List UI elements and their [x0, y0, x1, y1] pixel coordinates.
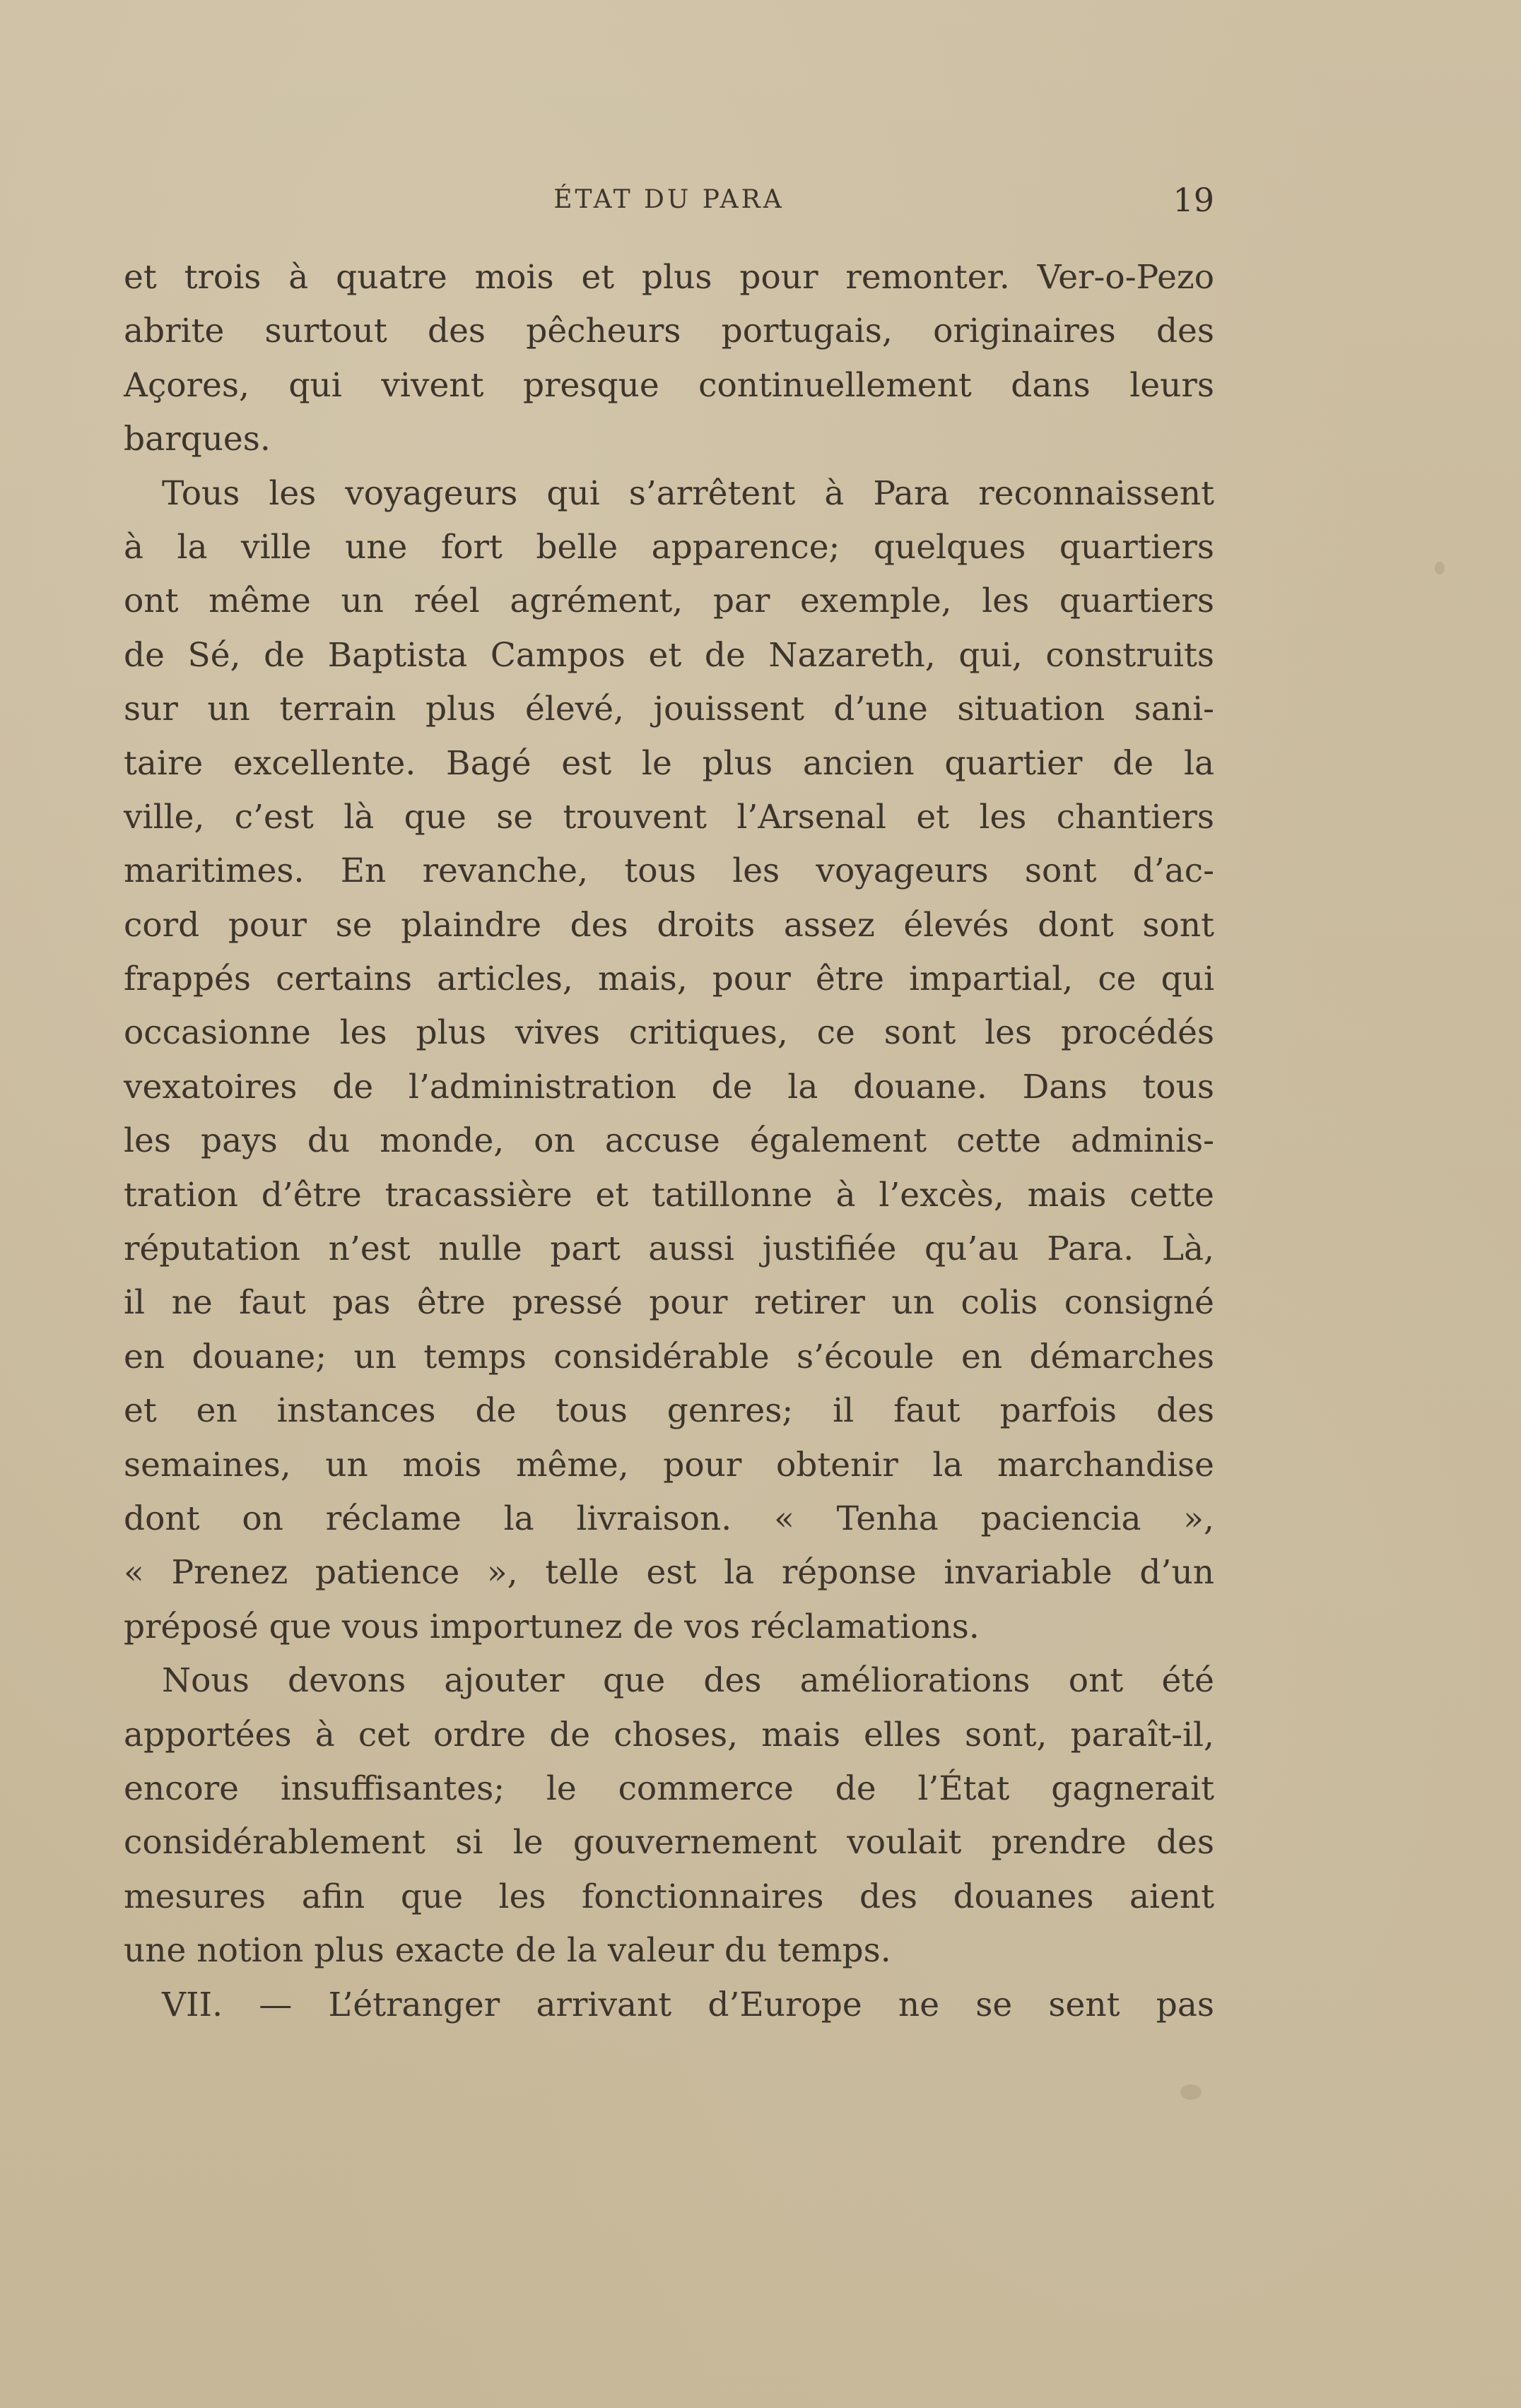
text-line: dont on réclame la livraison. « Tenha paciencia »,	[124, 1499, 1214, 1538]
text-line: cord pour se plaindre des droits assez élevés dont sont	[124, 905, 1214, 945]
text-line: « Prenez patience », telle est la réponse invariable d’un	[124, 1553, 1214, 1593]
text-line: vexatoires de l’administration de la douane. Dans tous	[124, 1067, 1214, 1106]
page-number: 19	[1173, 181, 1214, 219]
section-start-line: VII. — L’étranger arrivant d’Europe ne se sent pas	[162, 1985, 1214, 2024]
body-text	[124, 251, 1214, 2032]
text-line: mesures afin que les fonctionnaires des douanes aient	[124, 1877, 1214, 1916]
text-line: il ne faut pas être pressé pour retirer un colis consigné	[124, 1283, 1214, 1323]
running-title: ÉTAT DU PARA	[553, 185, 785, 214]
running-header	[124, 181, 1214, 220]
text-line: à la ville une fort belle apparence; quelques quartiers	[124, 527, 1214, 567]
text-line: préposé que vous importunez de vos réclamations.	[124, 1607, 980, 1646]
text-line: occasionne les plus vives critiques, ce sont les procédés	[124, 1013, 1214, 1053]
text-line: et en instances de tous genres; il faut parfois des	[124, 1391, 1214, 1431]
paper-stain	[1435, 562, 1445, 574]
text-line: Açores, qui vivent presque continuellement dans leurs	[124, 365, 1214, 405]
text-line: semaines, un mois même, pour obtenir la marchandise	[124, 1445, 1214, 1485]
text-line: tration d’être tracassière et tatillonne à l’excès, mais cette	[124, 1175, 1214, 1215]
text-line: de Sé, de Baptista Campos et de Nazareth, qui, construits	[124, 635, 1214, 675]
text-line: encore insuffisantes; le commerce de l’État gagnerait	[124, 1769, 1214, 1808]
text-line: en douane; un temps considérable s’écoule en démarches	[124, 1337, 1214, 1376]
paper-stain	[1180, 2084, 1202, 2100]
text-line: barques.	[124, 420, 271, 459]
text-line: sur un terrain plus élevé, jouissent d’une situation sani-	[124, 690, 1214, 729]
text-line: abrite surtout des pêcheurs portugais, originaires des	[124, 312, 1214, 351]
paragraph-start-line: Nous devons ajouter que des améliorations ont été	[162, 1661, 1214, 1701]
text-line: taire excellente. Bagé est le plus ancien quartier de la	[124, 743, 1214, 783]
text-line: réputation n’est nulle part aussi justifiée qu’au Para. Là,	[124, 1229, 1214, 1269]
text-line: ville, c’est là que se trouvent l’Arsenal et les chantiers	[124, 797, 1214, 837]
text-line: apportées à cet ordre de choses, mais elles sont, paraît-il,	[124, 1715, 1214, 1754]
text-line: une notion plus exacte de la valeur du temps.	[124, 1931, 891, 1971]
text-line: ont même un réel agrément, par exemple, les quartiers	[124, 582, 1214, 621]
text-line: et trois à quatre mois et plus pour remonter. Ver-o-Pezo	[124, 258, 1214, 297]
text-line: les pays du monde, on accuse également cette adminis-	[124, 1121, 1214, 1161]
paragraph-start-line: Tous les voyageurs qui s’arrêtent à Para reconnaissent	[162, 473, 1214, 513]
text-line: considérablement si le gouvernement voulait prendre des	[124, 1823, 1214, 1863]
text-line: frappés certains articles, mais, pour être impartial, ce qui	[124, 960, 1214, 999]
text-line: maritimes. En revanche, tous les voyageurs sont d’ac-	[124, 851, 1214, 891]
